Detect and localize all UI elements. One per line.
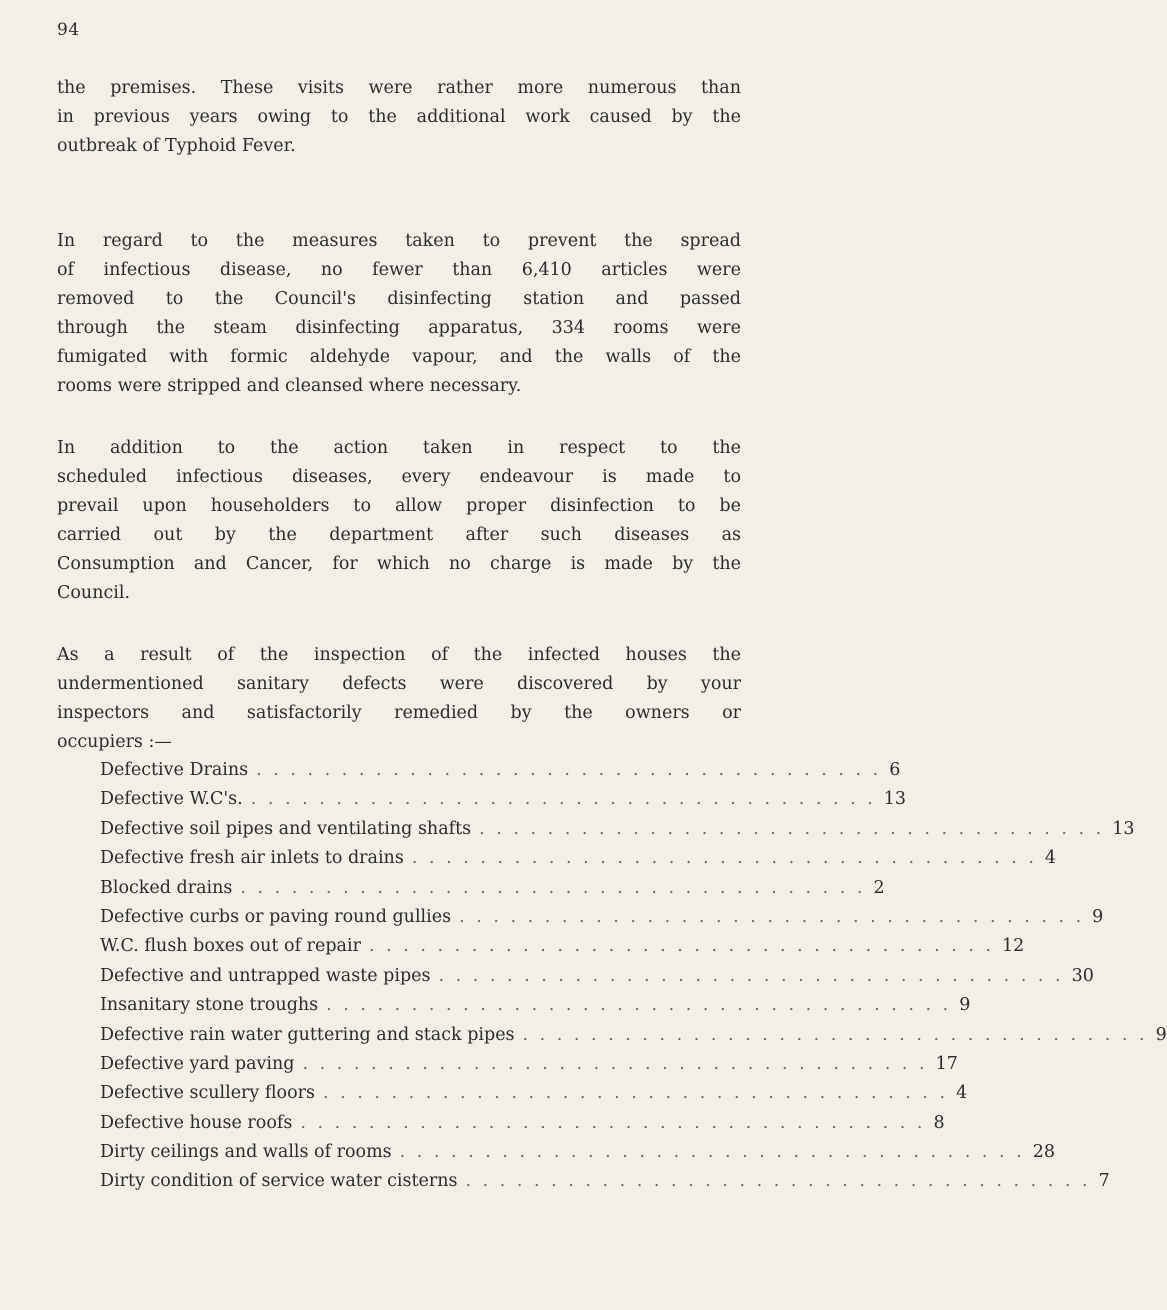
defect-count: 4	[1044, 848, 1057, 869]
leader-dots: . . . . . . . . . . . . . . . . . . . . . . . . . . . . . . . . . . . . .	[240, 877, 866, 898]
leader-dots: . . . . . . . . . . . . . . . . . . . . . . . . . . . . . . . . . . . . .	[522, 1024, 1148, 1045]
paragraph-line: the premises. These visits were rather more numerous than	[57, 78, 741, 98]
defect-count: 9	[1155, 1024, 1167, 1045]
defect-count: 8	[933, 1112, 945, 1133]
paragraph-line: Council.	[57, 583, 131, 603]
defect-row	[100, 1050, 958, 1079]
defect-row	[100, 756, 901, 785]
defect-label: Defective yard paving	[100, 1053, 295, 1074]
defect-row	[100, 1167, 1110, 1196]
paragraph-line: in previous years owing to the additional work caused by the	[57, 107, 741, 127]
defect-label: Defective house roofs	[100, 1112, 293, 1133]
paragraph-line: fumigated with formic aldehyde vapour, and the walls of the	[57, 347, 741, 367]
defect-count: 7	[1098, 1171, 1110, 1192]
paragraph-line: prevail upon householders to allow proper disinfection to be	[57, 496, 741, 516]
paragraph-line: through the steam disinfecting apparatus, 334 rooms were	[57, 318, 741, 338]
defect-row	[100, 874, 885, 903]
leader-dots: . . . . . . . . . . . . . . . . . . . . . . . . . . . . . . . . . . . . .	[438, 965, 1064, 986]
defect-count: 9	[959, 995, 971, 1016]
defect-label: Defective soil pipes and ventilating shafts	[100, 818, 472, 839]
defect-count: 13	[1112, 818, 1135, 839]
paragraph-line: undermentioned sanitary defects were discovered by your	[57, 674, 741, 694]
leader-dots: . . . . . . . . . . . . . . . . . . . . . . . . . . . . . . . . . . . . .	[411, 848, 1037, 869]
defect-row	[100, 815, 1135, 844]
defect-row	[100, 962, 1094, 991]
defect-label: Defective fresh air inlets to drains	[100, 848, 404, 869]
leader-dots: . . . . . . . . . . . . . . . . . . . . . . . . . . . . . . . . . . . . .	[256, 760, 882, 780]
defect-row	[100, 1021, 1167, 1050]
defect-row	[100, 785, 907, 814]
page-number: 94	[57, 20, 80, 40]
defect-row	[100, 844, 1057, 873]
defect-label: Dirty condition of service water cisterns	[100, 1171, 458, 1192]
paragraph-line: outbreak of Typhoid Fever.	[57, 136, 296, 156]
paragraph-line: occupiers :—	[57, 732, 172, 752]
defects-list	[100, 756, 1167, 1197]
defect-count: 6	[889, 760, 901, 780]
paragraph-line: As a result of the inspection of the infected houses the	[57, 645, 741, 665]
defect-row	[100, 1138, 1056, 1167]
paragraph-line: inspectors and satisfactorily remedied by the owners or	[57, 703, 741, 723]
defect-label: Defective W.C's.	[100, 789, 243, 810]
paragraph-line: carried out by the department after such diseases as	[57, 525, 741, 545]
defect-count: 13	[883, 789, 907, 810]
defect-label: Dirty ceilings and walls of rooms	[100, 1142, 392, 1163]
paragraph-visits	[57, 74, 741, 161]
defect-count: 17	[935, 1053, 958, 1074]
paragraph-line: removed to the Council's disinfecting station and passed	[57, 289, 741, 309]
defect-label: Blocked drains	[100, 877, 233, 898]
paragraph-line: Consumption and Cancer, for which no charge is made by the	[57, 554, 741, 574]
defect-row	[100, 991, 971, 1020]
defect-label: W.C. flush boxes out of repair	[100, 936, 361, 957]
leader-dots: . . . . . . . . . . . . . . . . . . . . . . . . . . . . . . . . . . . . .	[250, 789, 876, 810]
defect-row	[100, 932, 1025, 961]
leader-dots: . . . . . . . . . . . . . . . . . . . . . . . . . . . . . . . . . . . . .	[399, 1142, 1025, 1163]
paragraph-line: scheduled infectious diseases, every endeavour is made to	[57, 467, 741, 487]
defect-row	[100, 903, 1104, 932]
defect-count: 12	[1002, 936, 1025, 957]
defect-row	[100, 1079, 968, 1108]
leader-dots: . . . . . . . . . . . . . . . . . . . . . . . . . . . . . . . . . . . . .	[479, 818, 1105, 839]
leader-dots: . . . . . . . . . . . . . . . . . . . . . . . . . . . . . . . . . . . . .	[368, 936, 995, 957]
leader-dots: . . . . . . . . . . . . . . . . . . . . . . . . . . . . . . . . . . . . .	[326, 995, 952, 1016]
defect-row	[100, 1109, 945, 1138]
paragraph-line: In regard to the measures taken to prevent the spread	[57, 231, 741, 251]
paragraph-additional-action	[57, 434, 741, 608]
paragraph-disinfection-measures	[57, 227, 741, 401]
paragraph-line: In addition to the action taken in respect to the	[57, 438, 741, 458]
leader-dots: . . . . . . . . . . . . . . . . . . . . . . . . . . . . . . . . . . . . .	[322, 1083, 949, 1104]
defect-label: Defective rain water guttering and stack pipes	[100, 1024, 515, 1045]
defect-count: 9	[1092, 906, 1104, 927]
leader-dots: . . . . . . . . . . . . . . . . . . . . . . . . . . . . . . . . . . . . .	[300, 1112, 926, 1133]
leader-dots: . . . . . . . . . . . . . . . . . . . . . . . . . . . . . . . . . . . . .	[302, 1053, 928, 1074]
paragraph-line: of infectious disease, no fewer than 6,410 articles were	[57, 260, 741, 280]
leader-dots: . . . . . . . . . . . . . . . . . . . . . . . . . . . . . . . . . . . . .	[459, 906, 1085, 927]
defect-label: Defective Drains	[100, 760, 249, 780]
defect-label: Defective scullery floors	[100, 1083, 315, 1104]
defect-label: Insanitary stone troughs	[100, 995, 319, 1016]
paragraph-inspection-result	[57, 641, 741, 757]
leader-dots: . . . . . . . . . . . . . . . . . . . . . . . . . . . . . . . . . . . . .	[465, 1171, 1091, 1192]
defect-count: 30	[1071, 965, 1094, 986]
defect-label: Defective and untrapped waste pipes	[100, 965, 431, 986]
defect-count: 2	[873, 877, 885, 898]
defect-label: Defective curbs or paving round gullies	[100, 906, 452, 927]
paragraph-line: rooms were stripped and cleansed where necessary.	[57, 376, 522, 396]
defect-count: 28	[1032, 1142, 1056, 1163]
defect-count: 4	[956, 1083, 968, 1104]
